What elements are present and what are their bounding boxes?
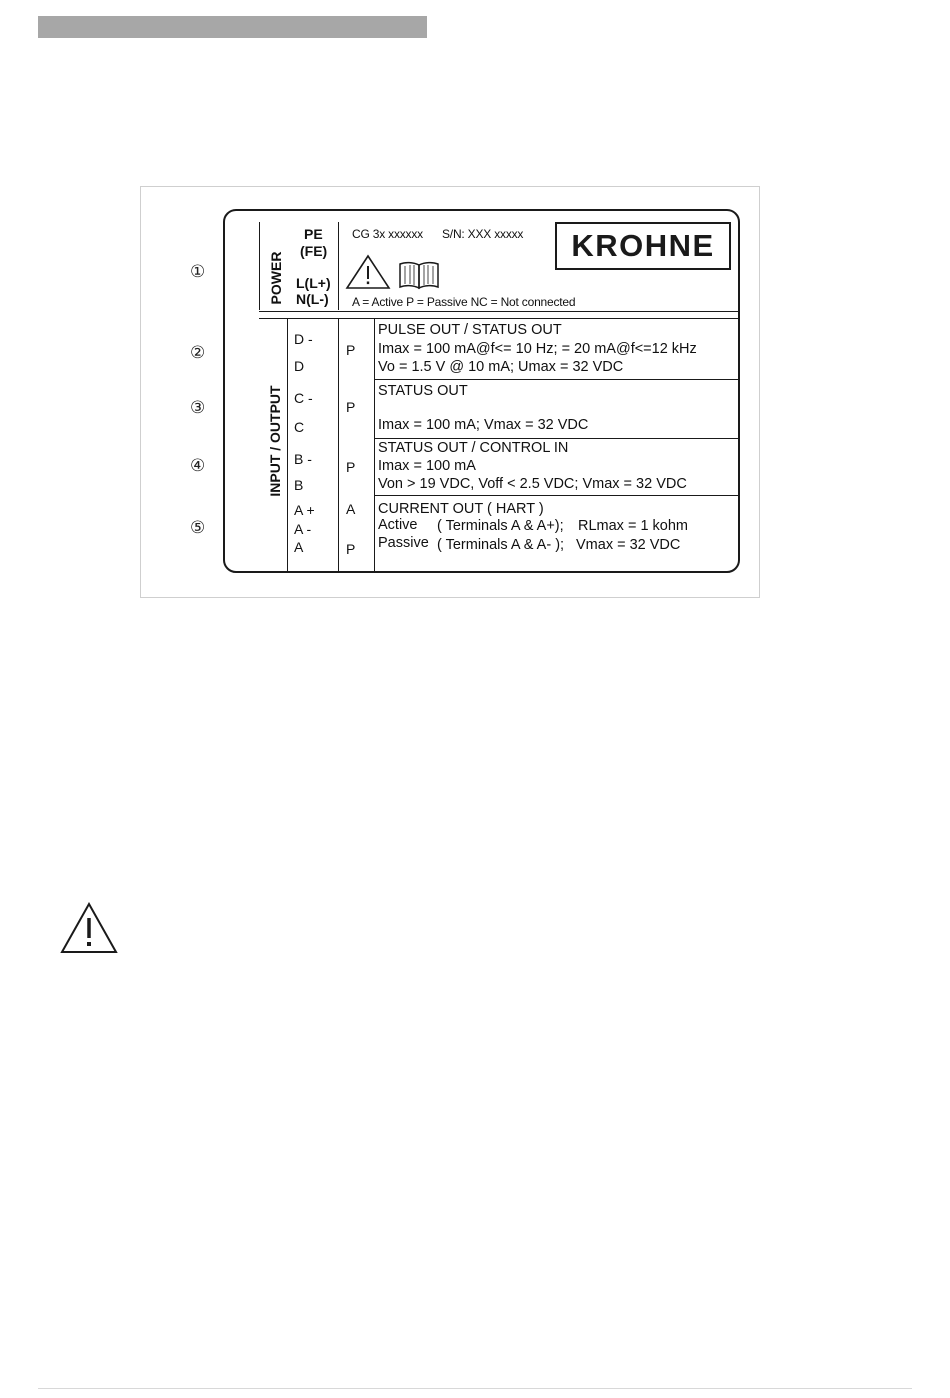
brand-logo: KROHNE [571,228,715,263]
l-label: L(L+) [296,275,331,291]
mode-a-active: A [346,501,356,517]
row3-title: STATUS OUT / CONTROL IN [378,440,569,456]
row4-active-terminals: ( Terminals A & A+); [437,518,564,534]
power-label: POWER [268,251,284,305]
callout-5: ⑤ [190,518,206,538]
hline-row-2 [374,438,739,439]
terminal-c: C [294,419,305,435]
row3-line2: Von > 19 VDC, Voff < 2.5 VDC; Vmax = 32 VDC [378,476,687,492]
divider-terminal [287,318,288,571]
row4-active-rl: RLmax = 1 kohm [578,518,689,534]
terminal-d: D [294,358,305,374]
fe-label: (FE) [300,243,328,259]
mode-a-passive: P [346,541,356,557]
hline-row-3 [374,495,739,496]
warning-icon [345,254,391,290]
hline-top-1 [259,311,739,312]
row1-title: PULSE OUT / STATUS OUT [378,322,562,338]
row4-passive-terminals: ( Terminals A & A- ); [437,537,565,553]
legend: A = Active P = Passive NC = Not connected [352,295,576,309]
large-warning-icon [60,902,118,954]
terminal-c-minus: C - [294,390,313,406]
callout-3: ③ [190,398,206,418]
serial-number: S/N: XXX xxxxx [442,227,524,241]
row3-line1: Imax = 100 mA [378,458,476,474]
n-label: N(L-) [296,291,329,307]
hline-row-1 [374,379,739,380]
divider-desc [374,318,375,571]
row4-passive-label: Passive [378,535,429,551]
callout-1: ① [190,262,206,282]
terminal-a-plus: A + [294,502,315,518]
row4-active-label: Active [378,517,418,533]
terminal-a: A [294,539,304,555]
mode-b: P [346,459,356,475]
row1-line1: Imax = 100 mA@f<= 10 Hz; = 20 mA@f<=12 kHz [378,341,697,357]
terminal-a-minus: A - [294,521,312,537]
hline-top-2 [259,318,739,319]
divider-power [259,222,260,310]
callout-4: ④ [190,456,206,476]
mode-c: P [346,399,356,415]
manual-book-icon [398,260,440,290]
header-bar [38,16,427,38]
footer-line [38,1388,912,1389]
row4-passive-vmax: Vmax = 32 VDC [576,537,681,553]
pe-label: PE [304,226,323,242]
terminal-d-minus: D - [294,331,313,347]
divider-mode [338,318,339,571]
io-label: INPUT / OUTPUT [267,385,283,497]
row1-line2: Vo = 1.5 V @ 10 mA; Umax = 32 VDC [378,359,624,375]
mode-d: P [346,342,356,358]
callout-2: ② [190,343,206,363]
row4-title: CURRENT OUT ( HART ) [378,501,544,517]
row2-line1: Imax = 100 mA; Vmax = 32 VDC [378,417,589,433]
divider-top [338,222,339,310]
terminal-b: B [294,477,304,493]
row2-title: STATUS OUT [378,383,468,399]
terminal-b-minus: B - [294,451,312,467]
cg-code: CG 3x xxxxxx [352,227,423,241]
brand-logo-box [555,222,731,270]
